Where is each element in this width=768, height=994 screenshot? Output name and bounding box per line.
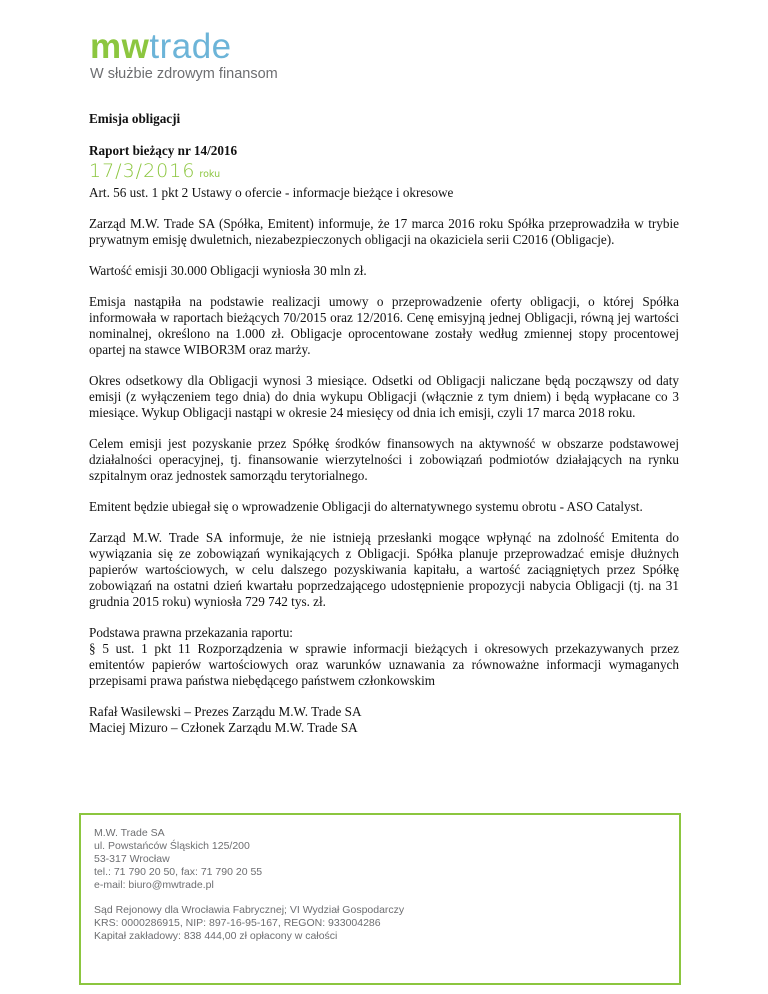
legal-basis-line: Art. 56 ust. 1 pkt 2 Ustawy o ofercie - informacje bieżące i okresowe [89,185,454,200]
footer-company: M.W. Trade SA [94,827,165,839]
report-date-value: 17/3/2016 [89,160,196,182]
footer-city: 53-317 Wrocław [94,853,170,865]
paragraph: Zarząd M.W. Trade SA informuje, że nie istnieją przesłanki mogące wpłynąć na zdolność Emitenta do wywiązania się ze zobowiązań wynikających z Obligacji. Spółka planuje przeprowadzać emisje dłużnych papierów wartościowych, w celu dalszego pozyskiwania kapitału, a wartość zaciągniętych przez Spółkę zobowiązań na ostatni dzień kwartału poprzedzającego udostępnienie propozycji nabycia Obligacji (tj. na 31 grudnia 2015 roku) wyniosła 729 742 tys. zł. [89,530,679,609]
report-date [89,160,679,183]
paragraph: Okres odsetkowy dla Obligacji wynosi 3 miesiące. Odsetki od Obligacji naliczane będą począwszy od daty emisji (z wyłączeniem tego dnia) do dnia wykupu Obligacji (włącznie z tym dniem) i będą wypłacane co 3 miesiące. Wykup Obligacji nastąpi w okresie 24 miesięcy od dnia ich emisji, czyli 17 marca 2018 roku. [89,373,679,420]
report-body [89,111,679,736]
company-footer [79,813,681,985]
footer-registry: KRS: 0000286915, NIP: 897-16-95-167, REGON: 933004286 [94,917,381,929]
signature: Maciej Mizuro – Członek Zarządu M.W. Trade SA [89,720,358,735]
signature: Rafał Wasilewski – Prezes Zarządu M.W. Trade SA [89,704,362,719]
footer-street: ul. Powstańców Śląskich 125/200 [94,840,250,852]
paragraph: Emisja nastąpiła na podstawie realizacji umowy o przeprowadzenie oferty obligacji, o której Spółka informowała w raportach bieżących 70/2015 oraz 12/2016. Cenę emisyjną jednej Obligacji, równą jej wartości nominalnej, określono na 1.000 zł. Obligacje oprocentowane zostały według zmiennej stopy procentowej opartej na stawce WIBOR3M oraz marży. [89,294,679,357]
footer-capital: Kapitał zakładowy: 838 444,00 zł opłacony w całości [94,930,338,942]
footer-court: Sąd Rejonowy dla Wrocławia Fabrycznej; VI Wydział Gospodarczy [94,904,405,916]
report-heading: Emisja obligacji [89,111,181,126]
logo-trade: trade [149,27,232,66]
paragraph: Emitent będzie ubiegał się o wprowadzenie Obligacji do alternatywnego systemu obrotu - ASO Catalyst. [89,499,643,514]
paragraph: Wartość emisji 30.000 Obligacji wyniosła 30 mln zł. [89,263,367,278]
logo-tagline: W służbie zdrowym finansom [90,66,278,82]
paragraph: Zarząd M.W. Trade SA (Spółka, Emitent) informuje, że 17 marca 2016 roku Spółka przeprowadziła w trybie prywatnym emisję dwuletnich, niezabezpieczonych obligacji na okaziciela serii C2016 (Obligacje). [89,216,679,247]
footer-email: e-mail: biuro@mwtrade.pl [94,879,214,891]
logo-wordmark [90,27,350,66]
report-number: Raport bieżący nr 14/2016 [89,143,238,158]
legal-basis-text: § 5 ust. 1 pkt 11 Rozporządzenia w sprawie informacji bieżących i okresowych przekazywanych przez emitentów papierów wartościowych oraz warunków uznawania za równoważne informacji wymaganych przepisami prawa państwa niebędącego państwem członkowskim [89,641,679,688]
paragraph: Celem emisji jest pozyskanie przez Spółkę środków finansowych na aktywność w obszarze podstawowej działalności operacyjnej, tj. finansowanie wierzytelności i zobowiązań podmiotów działających na rynku szpitalnym oraz jednostek samorządu terytorialnego. [89,436,679,483]
company-logo [90,27,350,86]
report-date-suffix: roku [199,169,221,180]
footer-phone: tel.: 71 790 20 50, fax: 71 790 20 55 [94,866,263,878]
legal-basis-block [89,625,679,689]
logo-mw: mw [90,27,150,66]
legal-basis-title: Podstawa prawna przekazania raportu: [89,625,293,640]
